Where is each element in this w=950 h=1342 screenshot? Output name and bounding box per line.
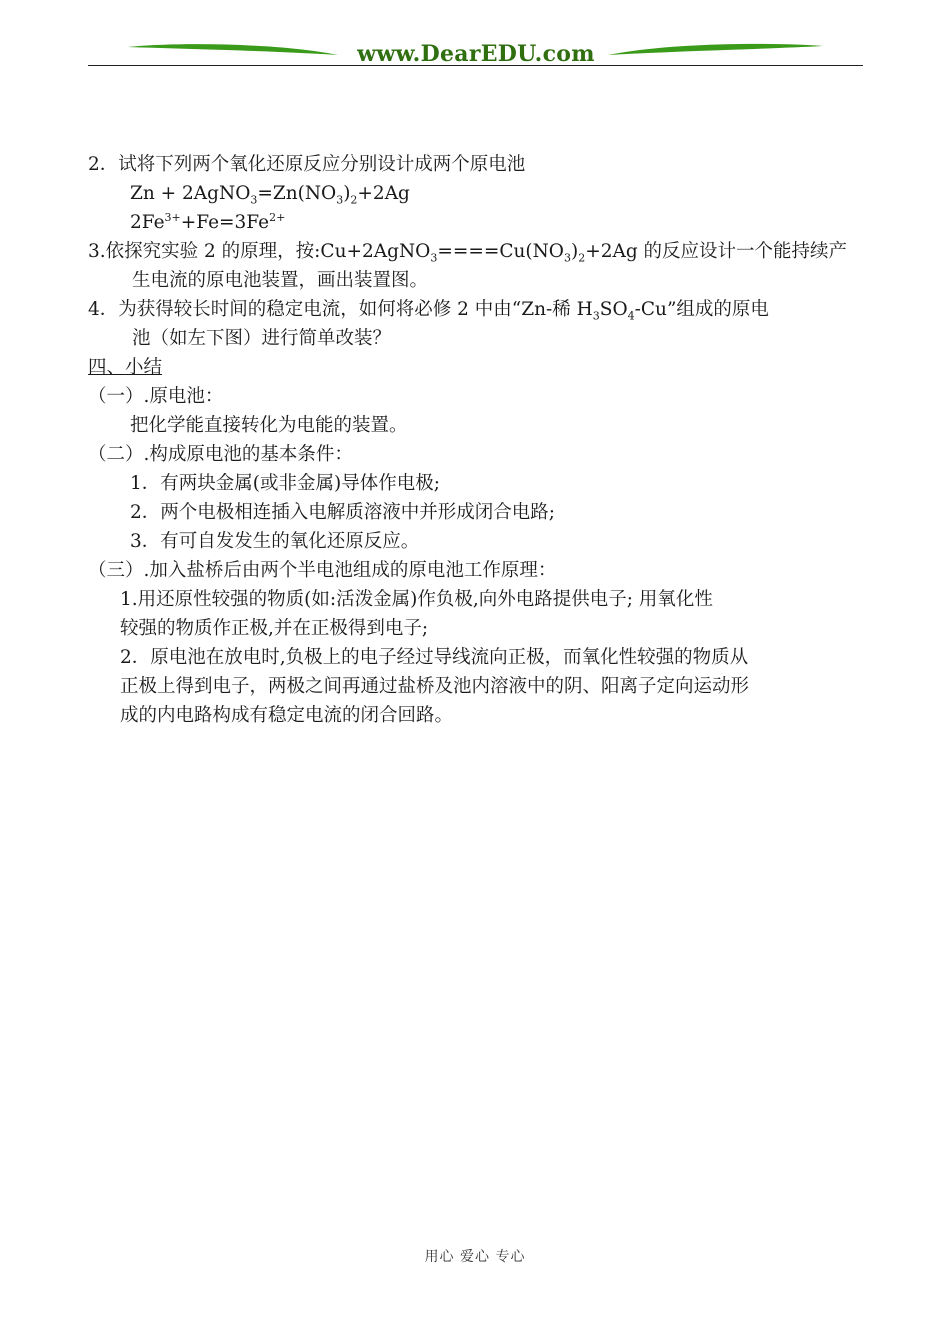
question-2: 2．试将下列两个氧化还原反应分别设计成两个原电池 xyxy=(88,154,526,175)
equation-1: $Zn + 2AgNO_3=Zn(NO_3)_2+2Ag$ xyxy=(130,183,410,207)
header-rule xyxy=(88,65,863,66)
principle-1-line-1: 1.用还原性较强的物质(如:活泼金属)作负极,向外电路提供电子; 用氧化性 xyxy=(120,589,713,610)
summary-section-2-title: （二）.构成原电池的基本条件： xyxy=(88,444,353,465)
summary-heading: 四、小结 xyxy=(88,357,163,378)
list-item: 1．有两块金属(或非金属)导体作电极; xyxy=(130,473,440,494)
principle-2-line-1: 2．原电池在放电时,负极上的电子经过导线流向正极，而氧化性较强的物质从 xyxy=(120,647,749,668)
question-4-line-1: 4．为获得较长时间的稳定电流，如何将必修 2 中由“Zn-稀 $H_3SO_4-Cu$”组成的原电 xyxy=(88,299,769,323)
principle-2-line-3: 成的内电路构成有稳定电流的闭合回路。 xyxy=(120,705,454,726)
summary-section-3-title: （三）.加入盐桥后由两个半电池组成的原电池工作原理： xyxy=(88,560,557,581)
question-3-line-2: 生电流的原电池装置，画出装置图。 xyxy=(132,270,429,291)
summary-section-1-title: （一）.原电池： xyxy=(88,386,224,407)
principle-1-line-2: 较强的物质作正极,并在正极得到电子; xyxy=(120,618,429,639)
question-3-line-1: 3.依探究实验 2 的原理，按$:Cu+2AgNO_3====Cu(NO_3)_2+2Ag$ 的反应设计一个能持续产 xyxy=(88,241,848,265)
list-item: 2．两个电极相连插入电解质溶液中并形成闭合电路; xyxy=(130,502,556,523)
summary-section-1-text: 把化学能直接转化为电能的装置。 xyxy=(130,415,408,436)
question-4-line-2: 池（如左下图）进行简单改装？ xyxy=(132,328,392,349)
equation-2: $2Fe^{3+}+Fe=3Fe^{2+}$ xyxy=(130,210,286,233)
document-body xyxy=(88,150,868,730)
list-item: 3．有可自发发生的氧化还原反应。 xyxy=(130,531,420,552)
page-footer: 用心 爱心 专心 xyxy=(424,1249,526,1265)
site-logo-text: www.DearEDU.com xyxy=(357,41,595,67)
principle-2-line-2: 正极上得到电子，两极之间再通过盐桥及池内溶液中的阴、阳离子定向运动形 xyxy=(120,676,750,697)
